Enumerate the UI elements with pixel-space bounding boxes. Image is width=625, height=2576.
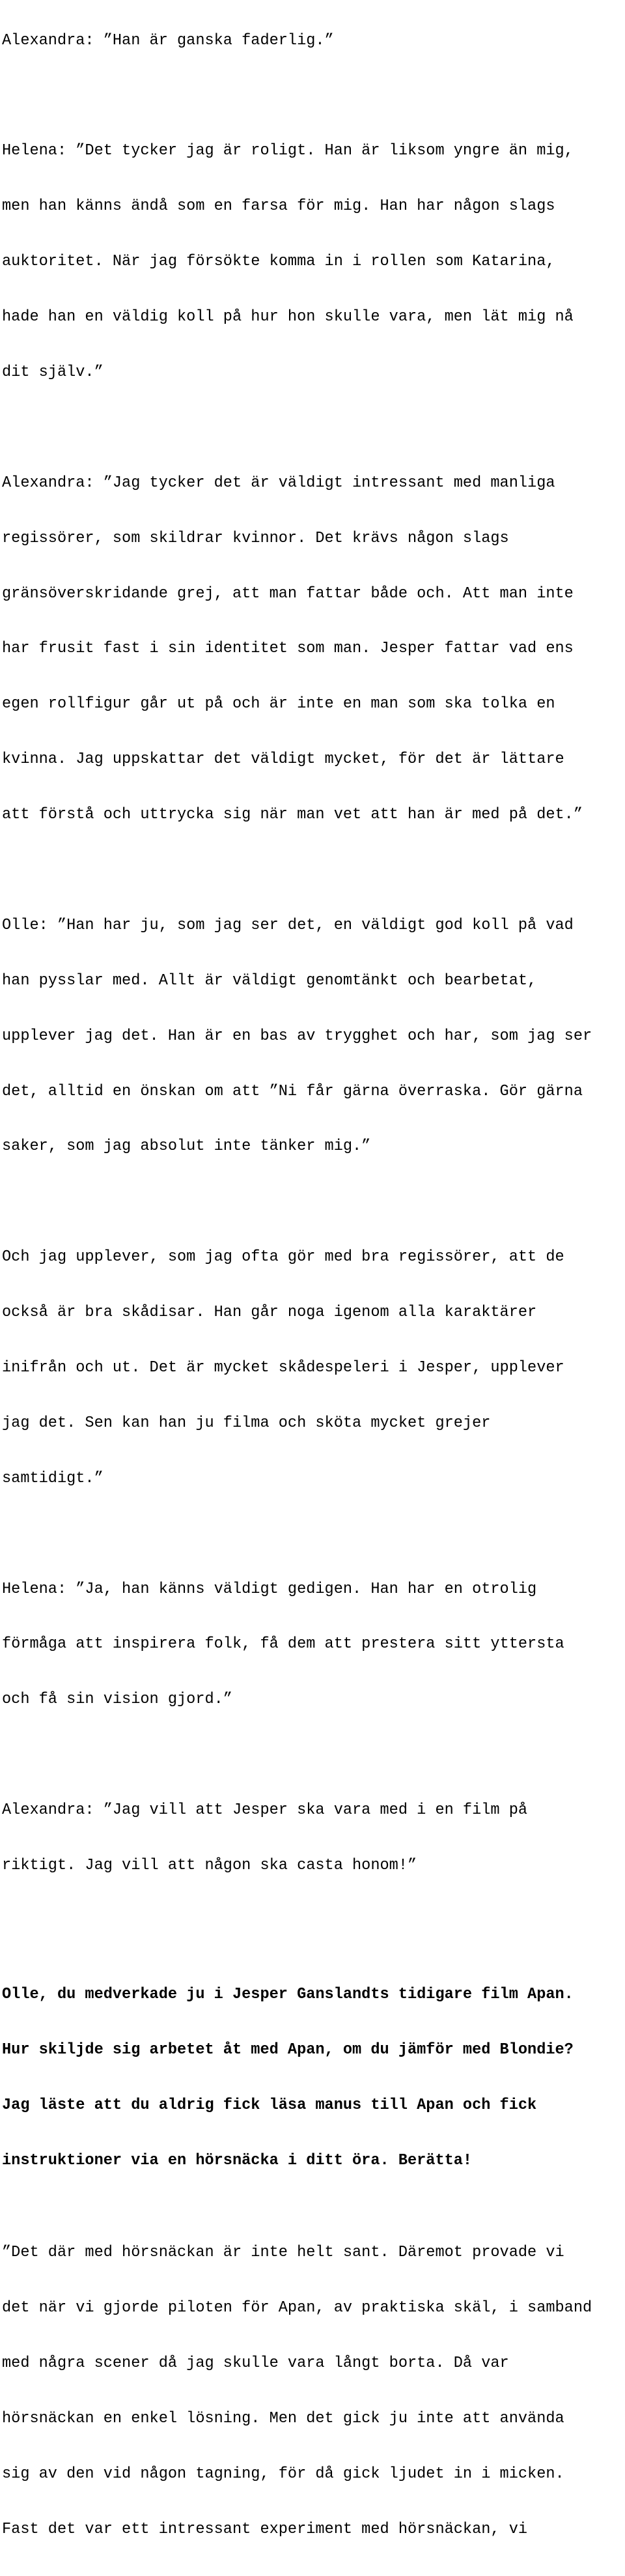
text-line: Och jag upplever, som jag ofta gör med bra regissörer, att de	[2, 1248, 564, 1267]
text-line: Alexandra: ”Jag vill att Jesper ska vara med i en film på	[2, 1801, 528, 1820]
text-line: Helena: ”Det tycker jag är roligt. Han är liksom yngre än mig,	[2, 142, 574, 160]
question-line: Hur skiljde sig arbetet åt med Apan, om du jämför med Blondie?	[2, 2040, 574, 2059]
text-line: hade han en väldig koll på hur hon skulle vara, men lät mig nå	[2, 308, 574, 326]
text-line: han pysslar med. Allt är väldigt genomtänkt och bearbetat,	[2, 971, 537, 990]
question-line: instruktioner via en hörsnäcka i ditt öra. Berätta!	[2, 2151, 473, 2169]
question-line: Jag läste att du aldrig fick läsa manus till Apan och fick	[2, 2096, 537, 2114]
interview-answer	[2, 2207, 625, 2576]
text-line: Alexandra: ”Han är ganska faderlig.”	[2, 31, 334, 50]
paragraph-alexandra-2	[2, 437, 625, 861]
text-line: att förstå och uttrycka sig när man vet att han är med på det.”	[2, 806, 583, 824]
answer-line: med några scener då jag skulle vara långt borta. Då var	[2, 2354, 509, 2372]
text-line: inifrån och ut. Det är mycket skådespeleri i Jesper, upplever	[2, 1358, 564, 1377]
text-line: Alexandra: ”Jag tycker det är väldigt intressant med manliga	[2, 474, 555, 492]
document-page	[2, 0, 625, 2576]
text-line: förmåga att inspirera folk, få dem att prestera sitt yttersta	[2, 1635, 564, 1653]
paragraph-olle-1	[2, 880, 625, 1193]
answer-line: ”Det där med hörsnäckan är inte helt sant. Däremot provade vi	[2, 2244, 564, 2262]
text-line: egen rollfigur går ut på och är inte en man som ska tolka en	[2, 695, 555, 713]
text-line: Olle: ”Han har ju, som jag ser det, en väldigt god koll på vad	[2, 916, 574, 934]
interview-question	[2, 1949, 625, 2207]
text-line: och få sin vision gjord.”	[2, 1691, 232, 1709]
text-line: det, alltid en önskan om att ”Ni får gärna överraska. Gör gärna	[2, 1082, 583, 1100]
text-line: regissörer, som skildrar kvinnor. Det krävs någon slags	[2, 529, 509, 547]
answer-line: sig av den vid någon tagning, för då gick ljudet in i micken.	[2, 2465, 564, 2483]
answer-line: det när vi gjorde piloten för Apan, av praktiska skäl, i samband	[2, 2299, 592, 2317]
text-line: Helena: ”Ja, han känns väldigt gedigen. Han har en otrolig	[2, 1580, 537, 1598]
text-line: gränsöverskridande grej, att man fattar både och. Att man inte	[2, 584, 574, 603]
paragraph-alexandra-1	[2, 0, 625, 87]
answer-line: Fast det var ett intressant experiment med hörsnäckan, vi	[2, 2520, 528, 2538]
paragraph-helena-2	[2, 1543, 625, 1746]
text-line: dit själv.”	[2, 363, 104, 381]
question-line: Olle, du medverkade ju i Jesper Ganslandts tidigare film Apan.	[2, 1986, 574, 2004]
text-line: upplever jag det. Han är en bas av trygghet och har, som jag ser	[2, 1027, 592, 1045]
text-line: auktoritet. När jag försökte komma in i rollen som Katarina,	[2, 253, 555, 271]
paragraph-olle-2	[2, 1212, 625, 1525]
text-line: saker, som jag absolut inte tänker mig.”	[2, 1138, 371, 1156]
paragraph-helena-1	[2, 106, 625, 419]
text-line: kvinna. Jag uppskattar det väldigt mycket, för det är lättare	[2, 751, 564, 769]
text-line: riktigt. Jag vill att någon ska casta honom!”	[2, 1856, 417, 1874]
text-line: har frusit fast i sin identitet som man. Jesper fattar vad ens	[2, 640, 574, 658]
section-spacer	[2, 1930, 625, 1949]
answer-line: hörsnäckan en enkel lösning. Men det gick ju inte att använda	[2, 2409, 564, 2427]
text-line: också är bra skådisar. Han går noga igenom alla karaktärer	[2, 1304, 537, 1322]
text-line: men han känns ändå som en farsa för mig. Han har någon slags	[2, 197, 555, 216]
paragraph-alexandra-3	[2, 1765, 625, 1912]
text-line: jag det. Sen kan han ju filma och sköta mycket grejer	[2, 1414, 491, 1432]
text-line: samtidigt.”	[2, 1469, 104, 1487]
